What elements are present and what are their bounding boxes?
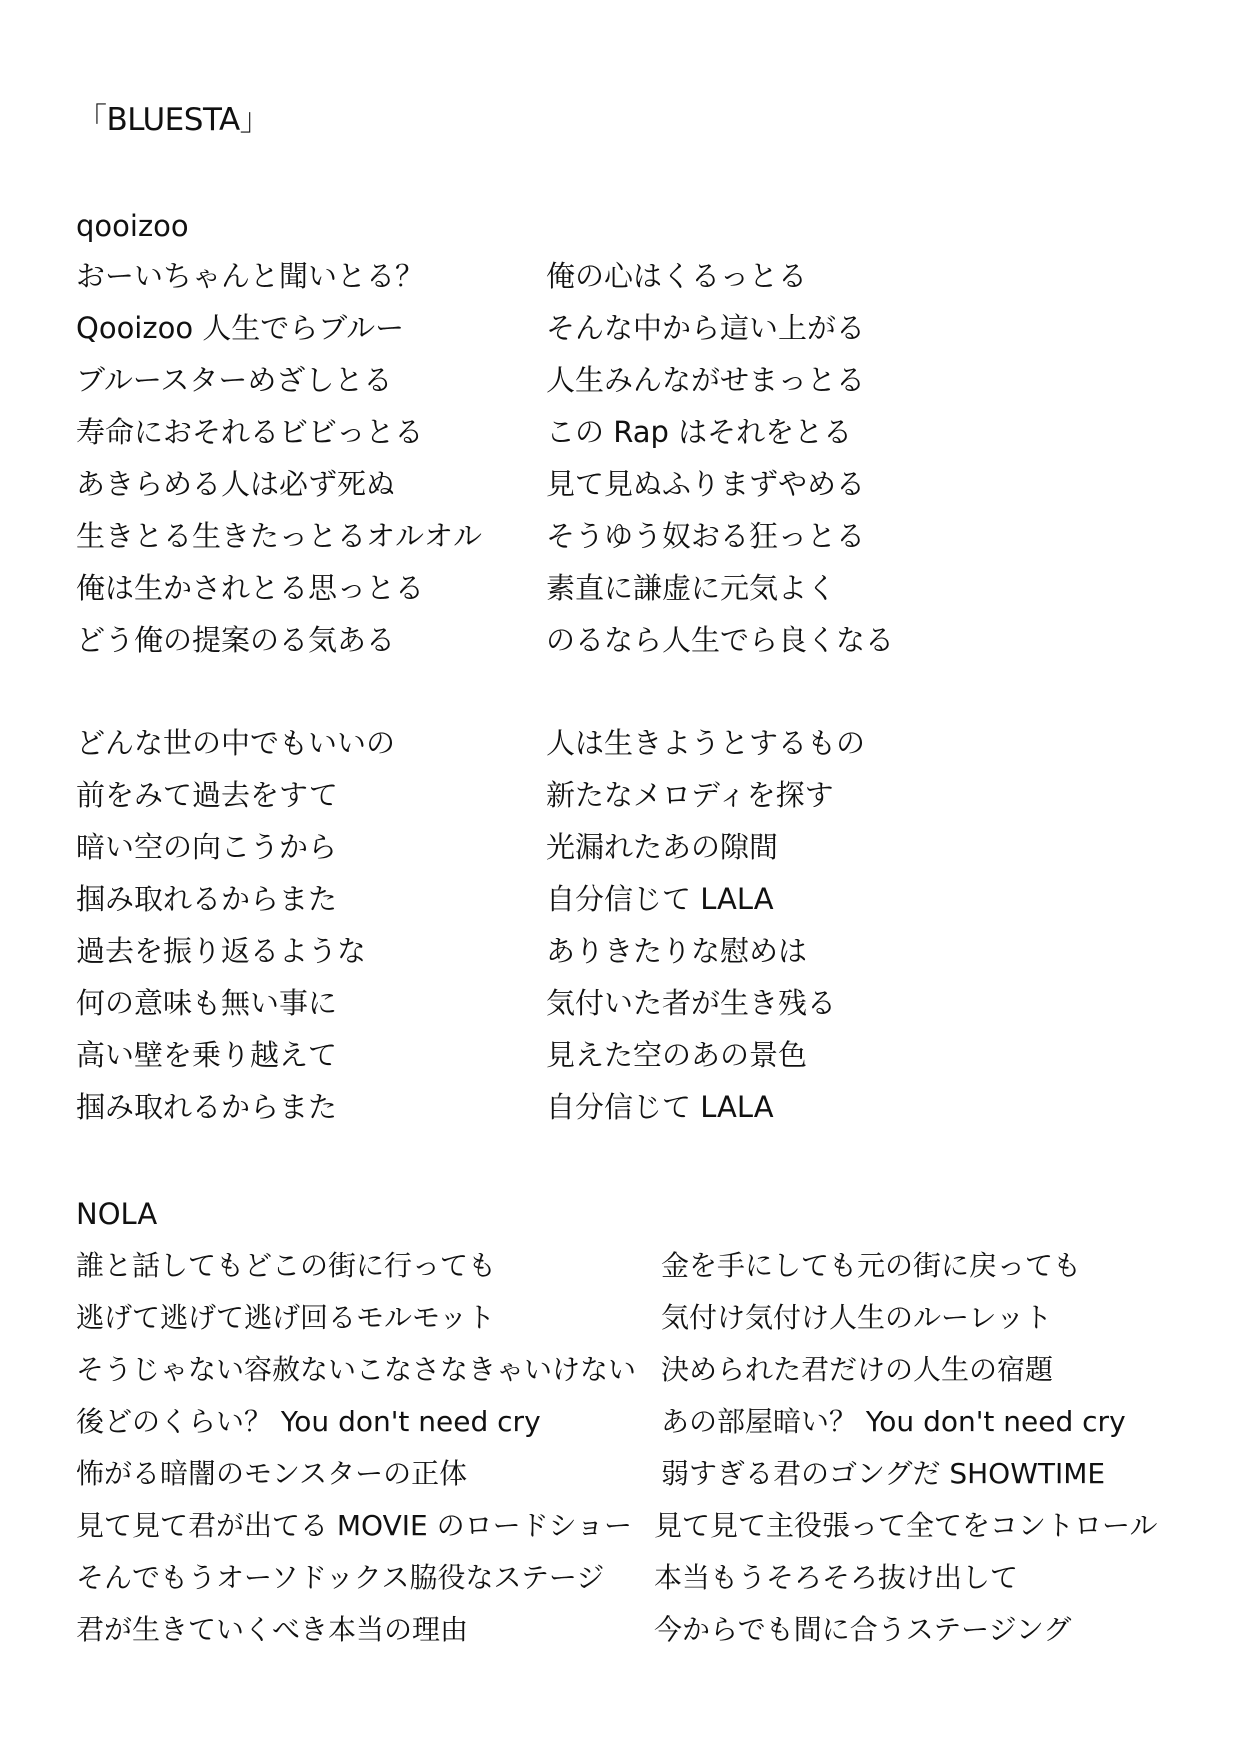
- lyric-line-left: 掴み取れるからまた: [76, 1090, 338, 1124]
- lyric-line-left: 生きとる生きたっとるオルオル: [76, 519, 483, 553]
- lyric-line-left: おーいちゃんと聞いとる？: [76, 259, 425, 293]
- lyric-row: [76, 977, 865, 1029]
- lyric-line-left: そうじゃない容赦ないこなさなきゃいけない: [76, 1353, 637, 1386]
- lyric-row: [76, 250, 894, 302]
- lyric-row: [76, 510, 894, 562]
- lyric-line-left: あきらめる人は必ず死ぬ: [76, 467, 396, 501]
- lyric-line-right: 見て見て主役張って全てをコントロール: [654, 1509, 1158, 1542]
- lyric-row: [76, 1240, 1157, 1292]
- lyric-row: [76, 562, 894, 614]
- lyric-row: [76, 406, 894, 458]
- lyric-line-left: 前をみて過去をすて: [76, 778, 338, 812]
- lyric-row: [76, 302, 894, 354]
- lyric-row: [76, 1344, 1157, 1396]
- lyric-row: [76, 1396, 1157, 1448]
- verse-qooizoo: [76, 250, 894, 666]
- lyric-line-right: 見て見ぬふりまずやめる: [546, 467, 866, 501]
- lyric-line-right: 素直に謙虚に元気よく: [546, 571, 837, 605]
- lyric-row: [76, 821, 865, 873]
- lyric-line-left: 過去を振り返るような: [76, 934, 367, 968]
- verse-nola: [76, 1240, 1157, 1656]
- lyric-line-right: 今からでも間に合うステージング: [654, 1613, 1072, 1646]
- lyric-line-right: 気付いた者が生き残る: [546, 986, 837, 1020]
- lyric-row: [76, 458, 894, 510]
- lyric-row: [76, 769, 865, 821]
- lyric-line-left: 高い壁を乗り越えて: [76, 1038, 338, 1072]
- lyric-row: [76, 1292, 1157, 1344]
- lyric-line-left: Qooizoo 人生でらブルー: [76, 311, 405, 345]
- lyric-line-right: 金を手にしても元の街に戻っても: [661, 1249, 1082, 1282]
- speaker-label-qooizoo: qooizoo: [76, 209, 189, 243]
- lyric-line-right: この Rap はそれをとる: [546, 415, 853, 449]
- lyric-line-left: 暗い空の向こうから: [76, 830, 338, 864]
- lyric-line-right: 自分信じて LALA: [546, 882, 774, 916]
- lyric-line-right: そんな中から這い上がる: [546, 311, 866, 345]
- lyric-line-left: 見て見て君が出てる MOVIE のロードショー: [76, 1509, 633, 1542]
- lyric-line-right: 本当もうそろそろ抜け出して: [654, 1561, 1019, 1594]
- lyric-line-right: 新たなメロディを探す: [546, 778, 834, 812]
- lyric-row: [76, 1552, 1157, 1604]
- lyric-line-right: のるなら人生でら良くなる: [546, 623, 895, 657]
- lyric-line-right: 自分信じて LALA: [546, 1090, 774, 1124]
- lyric-row: [76, 1029, 865, 1081]
- lyric-row: [76, 614, 894, 666]
- lyric-line-right: 決められた君だけの人生の宿題: [661, 1353, 1054, 1386]
- lyric-line-right: 俺の心はくるっとる: [546, 259, 808, 293]
- lyric-line-right: 人生みんながせまっとる: [546, 363, 866, 397]
- lyric-row: [76, 1081, 865, 1133]
- lyric-row: [76, 1604, 1157, 1656]
- lyric-line-right: そうゆう奴おる狂っとる: [546, 519, 866, 553]
- lyric-line-left: ブルースターめざしとる: [76, 363, 393, 397]
- speaker-label-nola: NOLA: [76, 1197, 158, 1231]
- chorus: [76, 717, 865, 1133]
- lyric-line-right: 人は生きようとするもの: [546, 726, 866, 760]
- lyric-line-left: 俺は生かされとる思っとる: [76, 571, 425, 605]
- lyric-row: [76, 1500, 1157, 1552]
- lyric-line-right: ありきたりな慰めは: [546, 934, 808, 968]
- lyric-line-right: 気付け気付け人生のルーレット: [661, 1301, 1053, 1334]
- lyric-line-left: 何の意味も無い事に: [76, 986, 338, 1020]
- lyric-line-left: 誰と話してもどこの街に行っても: [76, 1249, 497, 1282]
- lyric-line-left: 逃げて逃げて逃げ回るモルモット: [76, 1301, 496, 1334]
- lyric-line-right: 光漏れたあの隙間: [546, 830, 779, 864]
- lyric-row: [76, 717, 865, 769]
- lyric-line-left: 怖がる暗闇のモンスターの正体: [76, 1457, 468, 1490]
- lyric-row: [76, 925, 865, 977]
- lyric-line-left: 掴み取れるからまた: [76, 882, 338, 916]
- lyric-line-left: どんな世の中でもいいの: [76, 726, 396, 760]
- lyric-line-left: 後どのくらい？ You don't need cry: [76, 1405, 541, 1438]
- lyric-line-right: あの部屋暗い？ You don't need cry: [661, 1405, 1126, 1438]
- lyric-row: [76, 873, 865, 925]
- lyric-row: [76, 354, 894, 406]
- lyric-line-left: どう俺の提案のる気ある: [76, 623, 396, 657]
- lyric-line-right: 弱すぎる君のゴングだ SHOWTIME: [661, 1457, 1106, 1490]
- lyric-line-right: 見えた空のあの景色: [546, 1038, 808, 1072]
- lyric-row: [76, 1448, 1157, 1500]
- lyric-line-left: そんでもうオーソドックス脇役なステージ: [76, 1561, 605, 1594]
- lyric-line-left: 寿命におそれるビビっとる: [76, 415, 424, 449]
- song-title: 「BLUESTA」: [76, 102, 271, 138]
- lyric-line-left: 君が生きていくべき本当の理由: [76, 1613, 469, 1646]
